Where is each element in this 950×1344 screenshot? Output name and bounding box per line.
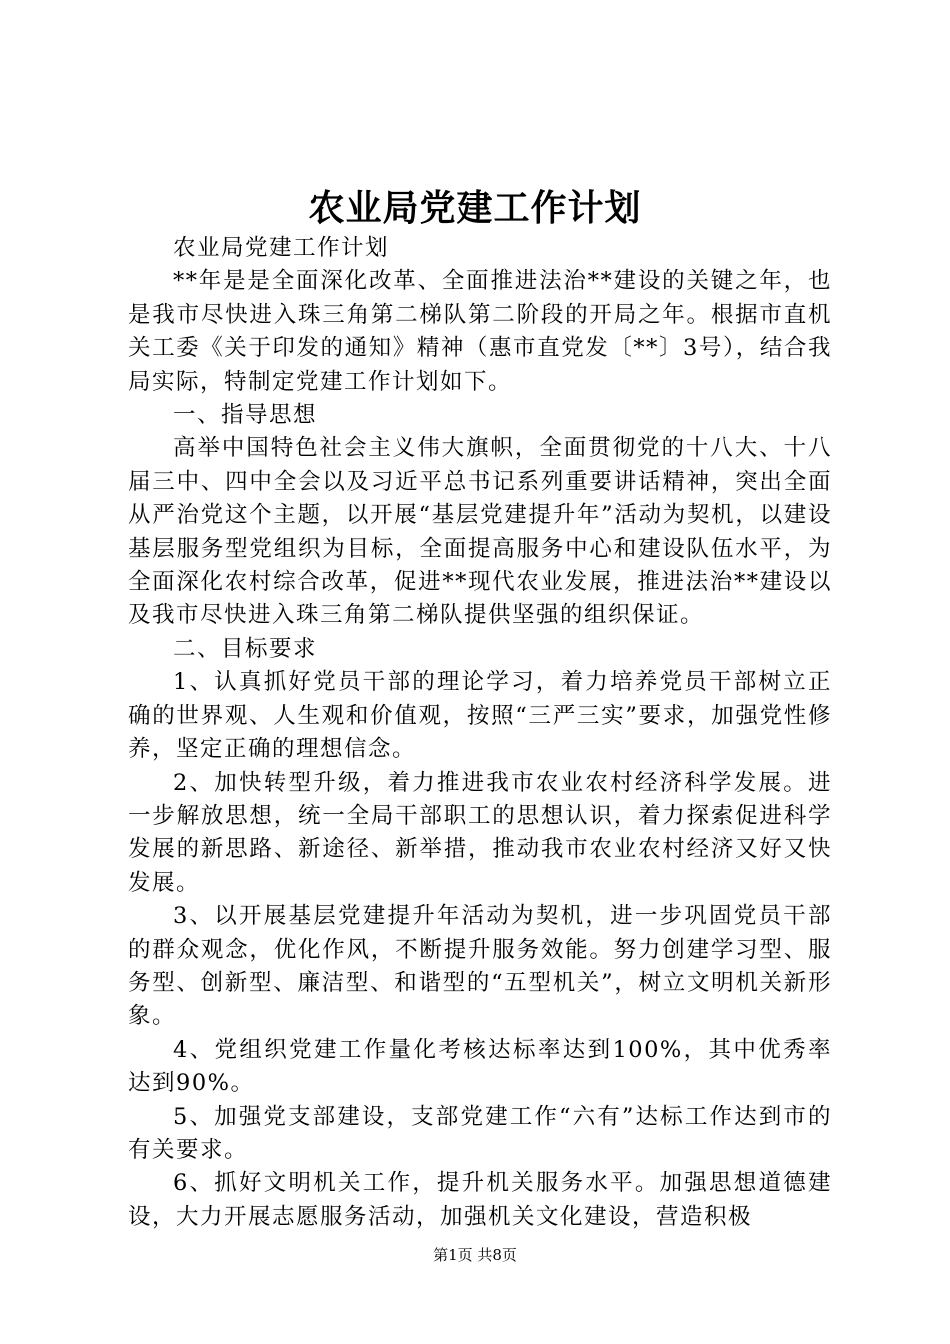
paragraph-intro: **年是是全面深化改革、全面推进法治**建设的关键之年，也是我市尽快进入珠三角第二梯队第二阶段的开局之年。根据市直机关工委《关于印发的通知》精神（惠市直党发〔**〕3号），结合我局实际，特制定党建工作计划如下。 [128,268,832,395]
paragraph-goal-6: 6、抓好文明机关工作，提升机关服务水平。加强思想道德建设，大力开展志愿服务活动，加强机关文化建设，营造积极 [128,1170,832,1230]
document-body [128,232,832,1234]
paragraph-goal-4: 4、党组织党建工作量化考核达标率达到100%，其中优秀率达到90%。 [128,1036,832,1097]
document-title: 农业局党建工作计划 [308,187,642,229]
paragraph-subtitle: 农业局党建工作计划 [173,235,390,261]
paragraph-guiding-thought: 高举中国特色社会主义伟大旗帜，全面贯彻党的十八大、十八届三中、四中全会以及习近平总书记系列重要讲话精神，突出全面从严治党这个主题，以开展“基层党建提升年”活动为契机，以建设基层服务型党组织为目标，全面提高服务中心和建设队伍水平，为全面深化农村综合改革，促进**现代农业发展，推进法治**建设以及我市尽快进入珠三角第二梯队提供坚强的组织保证。 [128,435,832,629]
paragraph-goal-5: 5、加强党支部建设，支部党建工作“六有”达标工作达到市的有关要求。 [128,1103,832,1163]
page-number-footer: 第1页 共8页 [433,1246,517,1264]
section-heading-goals: 二、目标要求 [173,635,318,662]
paragraph-goal-1: 1、认真抓好党员干部的理论学习，着力培养党员干部树立正确的世界观、人生观和价值观，按照“三严三实”要求，加强党性修养，坚定正确的理想信念。 [128,669,832,763]
paragraph-goal-2: 2、加快转型升级，着力推进我市农业农村经济科学发展。进一步解放思想，统一全局干部职工的思想认识，着力探索促进科学发展的新思路、新途径、新举措，推动我市农业农村经济又好又快发展。 [128,769,832,896]
paragraph-goal-3: 3、以开展基层党建提升年活动为契机，进一步巩固党员干部的群众观念，优化作风，不断提升服务效能。努力创建学习型、服务型、创新型、廉洁型、和谐型的“五型机关”，树立文明机关新形象。 [128,903,832,1030]
section-heading-guiding-thought: 一、指导思想 [173,402,318,429]
